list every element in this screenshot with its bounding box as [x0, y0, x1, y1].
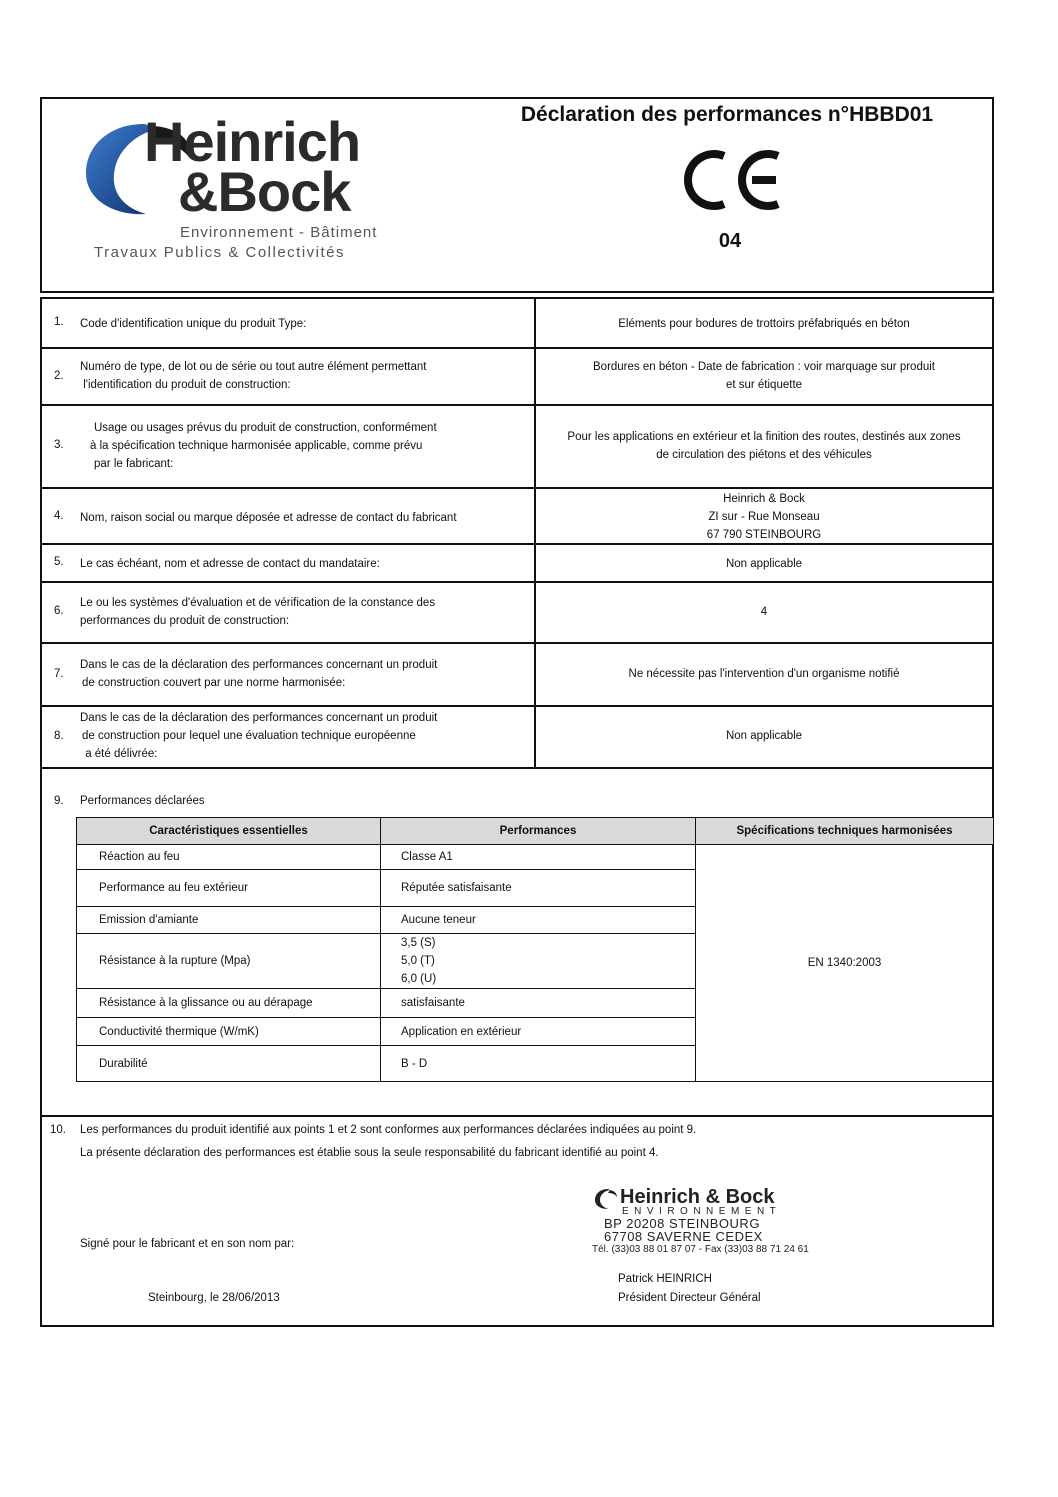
row-6 — [42, 583, 992, 644]
document-title: Déclaration des performances n°HBBD01 — [520, 103, 934, 126]
section-number: 9. — [54, 795, 64, 807]
row-4 — [42, 489, 992, 545]
column-header: Caractéristiques essentielles — [77, 818, 381, 845]
row-label-line: à la spécification technique harmonisée applicable, comme prévu — [90, 440, 423, 452]
signer-title: Président Directeur Général — [618, 1292, 761, 1304]
table-row — [77, 845, 994, 870]
row-2 — [42, 349, 992, 406]
row-label-line: de construction pour lequel une évaluation technique européenne — [82, 730, 416, 742]
row-5 — [42, 545, 992, 583]
row-value-line: 67 790 STEINBOURG — [706, 529, 822, 541]
row-label: Code d'identification unique du produit Type: — [80, 318, 307, 330]
row-label-line: performances du produit de construction: — [80, 615, 290, 627]
performance-line: 3,5 (S) — [401, 937, 436, 949]
stamp-logo-icon — [594, 1188, 618, 1210]
row-label — [80, 594, 530, 630]
signed-for-label: Signé pour le fabricant et en son nom par: — [80, 1238, 295, 1250]
row-number: 2. — [54, 370, 64, 382]
performances-table — [76, 817, 994, 1082]
row-value — [536, 428, 992, 464]
characteristic-cell: Résistance à la glissance ou au dérapage — [77, 989, 381, 1018]
row-label-line: de construction couvert par une norme harmonisée: — [82, 677, 346, 689]
place-date: Steinbourg, le 28/06/2013 — [148, 1292, 280, 1304]
performance-cell — [381, 934, 696, 989]
row-value-line: Heinrich & Bock — [723, 493, 805, 505]
row-value-line: Bordures en béton - Date de fabrication : voir marquage sur produit — [593, 361, 935, 373]
section-divider — [42, 1115, 992, 1117]
logo-word-bock: &Bock — [178, 160, 351, 223]
row-label: Nom, raison social ou marque déposée et adresse de contact du fabricant — [80, 512, 457, 524]
row-label-line: Dans le cas de la déclaration des performances concernant un produit — [80, 712, 438, 724]
row-number: 3. — [54, 439, 64, 451]
performance-line: 5,0 (T) — [401, 955, 435, 967]
row-label-line: Le ou les systèmes d'évaluation et de vérification de la constance des — [80, 597, 436, 609]
characteristic-cell: Résistance à la rupture (Mpa) — [77, 934, 381, 989]
row-value-line: ZI sur - Rue Monseau — [708, 511, 820, 523]
row-value-line: et sur étiquette — [725, 379, 803, 391]
row-value: Non applicable — [725, 558, 803, 570]
row-label-line: Usage ou usages prévus du produit de construction, conformément — [94, 422, 437, 434]
row-label — [80, 656, 530, 692]
section-number: 10. — [50, 1124, 66, 1136]
column-header: Spécifications techniques harmonisées — [696, 818, 994, 845]
row-number: 6. — [54, 605, 64, 617]
row-7 — [42, 644, 992, 707]
performance-cell: Application en extérieur — [381, 1018, 696, 1046]
characteristic-cell: Performance au feu extérieur — [77, 870, 381, 907]
row-value-line: Pour les applications en extérieur et la finition des routes, destinés aux zones — [567, 431, 961, 443]
stamp-city: 67708 SAVERNE CEDEX — [604, 1229, 763, 1244]
row-label-line: Numéro de type, de lot ou de série ou tout autre élément permettant — [80, 361, 427, 373]
row-value: Ne nécessite pas l'intervention d'un organisme notifié — [628, 668, 900, 680]
performance-cell: Classe A1 — [381, 845, 696, 870]
stamp-bp: BP 20208 STEINBOURG — [604, 1216, 760, 1231]
row-8 — [42, 707, 992, 769]
stamp-tel: Tél. (33)03 88 01 87 07 - Fax (33)03 88 71 24 61 — [592, 1244, 809, 1255]
row-label — [80, 358, 530, 394]
row-number: 5. — [54, 556, 64, 568]
row-value: Non applicable — [725, 730, 803, 742]
characteristic-cell: Emission d'amiante — [77, 907, 381, 934]
performance-line: 6,0 (U) — [401, 973, 437, 985]
row-number: 4. — [54, 510, 64, 522]
signer-name: Patrick HEINRICH — [618, 1273, 712, 1285]
conclusion-line-1: Les performances du produit identifié aux points 1 et 2 sont conformes aux performances déclarées indiquées au point 9. — [80, 1124, 697, 1136]
row-label-line: a été délivrée: — [82, 748, 158, 760]
notified-body-number: 04 — [718, 230, 742, 252]
stamp-name: Heinrich & Bock — [620, 1186, 775, 1208]
stamp-env: ENVIRONNEMENT — [622, 1206, 782, 1217]
row-number: 1. — [54, 316, 64, 328]
row-value — [536, 490, 992, 544]
performance-cell: Réputée satisfaisante — [381, 870, 696, 907]
spec-cell: EN 1340:2003 — [696, 845, 994, 1082]
characteristic-cell: Réaction au feu — [77, 845, 381, 870]
performance-cell: B - D — [381, 1046, 696, 1082]
company-logo — [84, 110, 414, 274]
row-number: 7. — [54, 668, 64, 680]
row-label: Le cas échéant, nom et adresse de contact du mandataire: — [80, 558, 380, 570]
row-label-line: l'identification du produit de construction: — [80, 379, 291, 391]
row-value-line: de circulation des piétons et des véhicules — [656, 449, 872, 461]
characteristic-cell: Durabilité — [77, 1046, 381, 1082]
row-label-line: Dans le cas de la déclaration des performances concernant un produit — [80, 659, 438, 671]
performance-cell: satisfaisante — [381, 989, 696, 1018]
row-label — [90, 419, 544, 473]
row-label — [80, 709, 530, 763]
row-value: 4 — [760, 606, 768, 618]
logo-tagline-1: Environnement - Bâtiment — [180, 224, 378, 241]
row-value: Eléments pour bodures de trottoirs préfabriqués en béton — [618, 318, 910, 330]
section-title: Performances déclarées — [80, 795, 205, 807]
row-1 — [42, 299, 992, 349]
row-label-line: par le fabricant: — [94, 458, 174, 470]
row-3 — [42, 406, 992, 489]
table-header-row — [77, 818, 994, 845]
row-number: 8. — [54, 730, 64, 742]
company-stamp — [590, 1186, 809, 1262]
logo-word-heinrich: Heinrich — [144, 110, 361, 173]
logo-tagline-2: Travaux Publics & Collectivités — [94, 244, 346, 261]
column-header: Performances — [381, 818, 696, 845]
performance-cell: Aucune teneur — [381, 907, 696, 934]
ce-mark-icon — [680, 148, 784, 212]
characteristic-cell: Conductivité thermique (W/mK) — [77, 1018, 381, 1046]
row-value — [536, 358, 992, 394]
conclusion-line-2: La présente déclaration des performances est établie sous la seule responsabilité du fabricant identifié au point 4. — [80, 1147, 659, 1159]
